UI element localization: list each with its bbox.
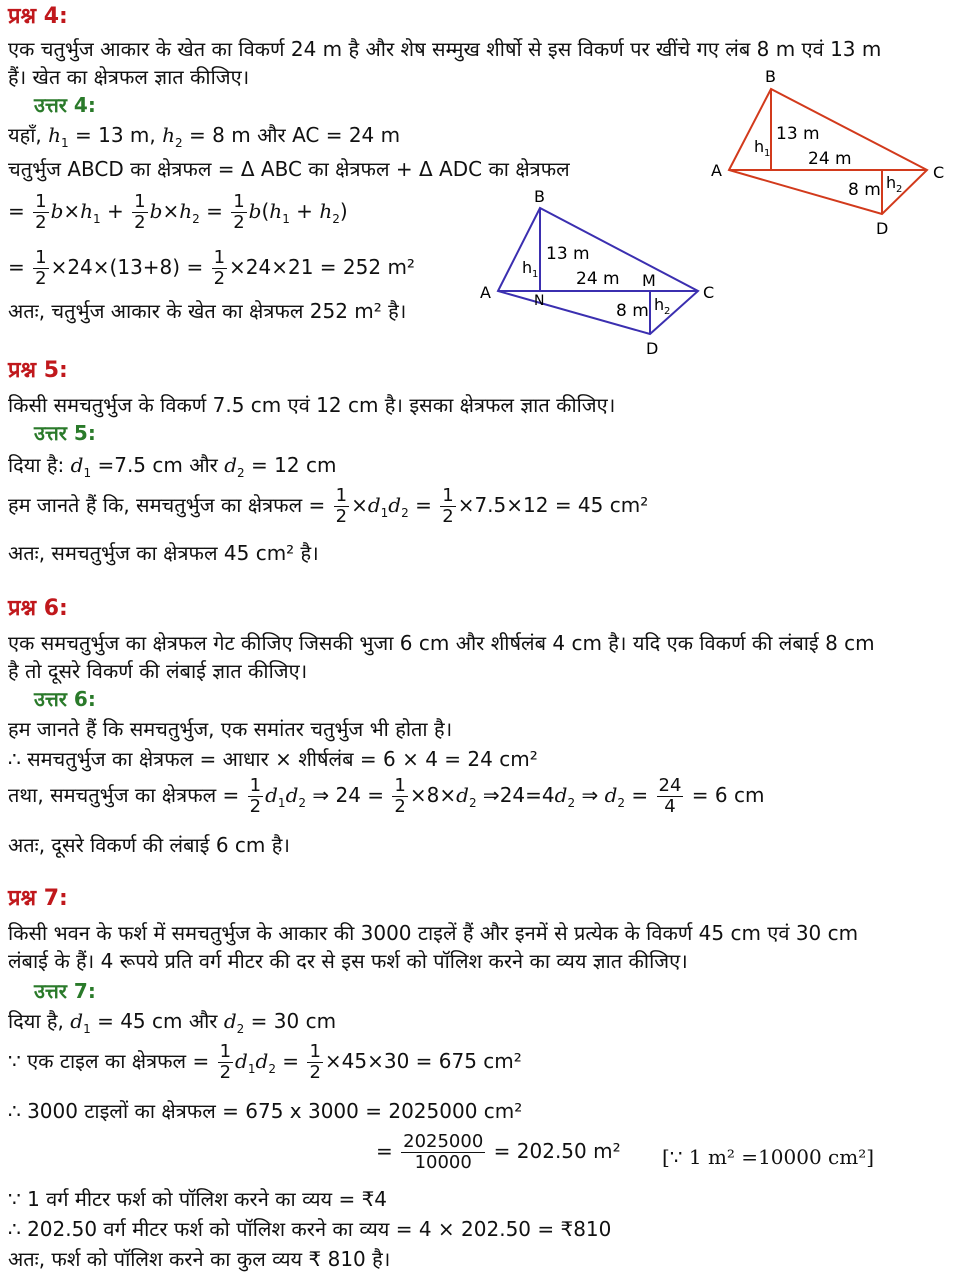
fig1-label-h1: h bbox=[754, 137, 765, 156]
fig2-label-h2-sub: 2 bbox=[664, 306, 671, 317]
q7-cost-2: ∴ 202.50 वर्ग मीटर फर्श को पॉलिश करने का व्यय = 4 × 202.50 = ₹810 bbox=[8, 1217, 612, 1241]
q7-text-1: किसी भवन के फर्श में समचतुर्भुज के आकार की 3000 टाइलें हैं और इनमें से प्रत्येक के विकर्ण 45 cm एवं 30 cm bbox=[8, 921, 859, 945]
q7-total-area: ∴ 3000 टाइलों का क्षेत्रफल = 675 x 3000 = 2025000 cm² bbox=[8, 1099, 523, 1123]
fig1-label-b: B bbox=[765, 67, 776, 86]
q6-answer-label: उत्तर 6: bbox=[34, 687, 96, 711]
fig1-label-a: A bbox=[711, 161, 722, 180]
q4-area-line: चतुर्भुज ABCD का क्षेत्रफल = Δ ABC का क्षेत्रफल + Δ ADC का क्षेत्रफल bbox=[8, 157, 570, 181]
q5-formula: हम जानते हैं कि, समचतुर्भुज का क्षेत्रफल = $\frac{1}{2}$ $\times d_1d_2$ = $\frac{1}{2}$ ×7.5×12 = 45 cm² bbox=[8, 485, 649, 527]
fig2-label-d: D bbox=[646, 339, 659, 358]
quadrilateral-figure-2 bbox=[470, 182, 730, 362]
fig1-label-d: D bbox=[876, 219, 889, 238]
q6-text-2: है तो दूसरे विकर्ण की लंबाई ज्ञात कीजिए। bbox=[8, 659, 308, 683]
fig2-label-m: M bbox=[642, 271, 656, 290]
fig2-label-c: C bbox=[703, 283, 715, 302]
fig1-label-h2: h bbox=[886, 173, 897, 192]
q7-text-2: लंबाई के हैं। 4 रूपये प्रति वर्ग मीटर की दर से इस फर्श को पॉलिश करने का व्यय ज्ञात कीजिए। bbox=[8, 949, 688, 973]
fig2-label-24m: 24 m bbox=[576, 269, 620, 289]
q4-answer-label: उत्तर 4: bbox=[34, 93, 96, 117]
fig2-label-13m: 13 m bbox=[546, 244, 590, 264]
fig2-label-h2: h bbox=[654, 295, 665, 314]
fig2-label-8m: 8 m bbox=[616, 301, 649, 321]
fig2-label-n: N bbox=[534, 293, 545, 309]
q5-conclusion: अतः, समचतुर्भुज का क्षेत्रफल 45 cm² है। bbox=[8, 541, 319, 565]
fig1-label-c: C bbox=[933, 163, 945, 182]
q5-text: किसी समचतुर्भुज के विकर्ण 7.5 cm एवं 12 cm है। इसका क्षेत्रफल ज्ञात कीजिए। bbox=[8, 393, 616, 417]
q5-answer-label: उत्तर 5: bbox=[34, 421, 96, 445]
q7-tile-area: ∵ एक टाइल का क्षेत्रफल = $\frac{1}{2}$ $d_1d_2$ = $\frac{1}{2}$ ×45×30 = 675 cm² bbox=[8, 1041, 522, 1083]
fig2-label-h1-sub: 1 bbox=[532, 269, 539, 280]
q6-conclusion: अतः, दूसरे विकर्ण की लंबाई 6 cm है। bbox=[8, 833, 290, 857]
q6-derivation: तथा, समचतुर्भुज का क्षेत्रफल = $\frac{1}{2}$ $d_1d_2$ ⇒ 24 = $\frac{1}{2}$ $\times 8\times d_2$ $\Rightarrow 24=4d_2$ ⇒ $d_2$ = $\frac{24}{4}$ = 6 cm bbox=[8, 775, 765, 817]
q4-given: यहाँ, $h_1 = 13$ m, $h_2 = 8$ m और AC = 24 m bbox=[8, 123, 401, 150]
fig2-label-b: B bbox=[534, 187, 545, 206]
q6-known: हम जानते हैं कि समचतुर्भुज, एक समांतर चतुर्भुज भी होता है। bbox=[8, 717, 453, 741]
q7-unit-note: [∵ 1 m² =10000 cm²] bbox=[662, 1145, 875, 1169]
q5-given: दिया है: $d_1 =7.5$ cm और $d_2 = 12$ cm bbox=[8, 453, 337, 480]
q4-text-1: एक चतुर्भुज आकार के खेत का विकर्ण 24 m है और शेष सम्मुख शीर्षो से इस विकर्ण पर खींचे गए लंब 8 m एवं 13 m bbox=[8, 37, 882, 61]
q7-title: प्रश्न 7: bbox=[8, 886, 68, 911]
fig1-label-13m: 13 m bbox=[776, 124, 820, 144]
fig1-label-24m: 24 m bbox=[808, 149, 852, 169]
q4-conclusion: अतः, चतुर्भुज आकार के खेत का क्षेत्रफल 252 m² है। bbox=[8, 299, 407, 323]
q4-text-2: हैं। खेत का क्षेत्रफल ज्ञात कीजिए। bbox=[8, 65, 250, 89]
q7-conversion: = $\frac{2025000}{10000}$ = 202.50 m² bbox=[376, 1131, 621, 1173]
q6-area: ∴ समचतुर्भुज का क्षेत्रफल = आधार × शीर्षलंब = 6 × 4 = 24 cm² bbox=[8, 747, 538, 771]
q5-title: प्रश्न 5: bbox=[8, 358, 68, 383]
q7-answer-label: उत्तर 7: bbox=[34, 979, 96, 1003]
fig2-label-a: A bbox=[480, 283, 491, 302]
q4-calc: = $\frac{1}{2}$ ×24×(13+8) = $\frac{1}{2}$ ×24×21 = 252 m² bbox=[8, 247, 415, 289]
fig1-label-8m: 8 m bbox=[848, 180, 881, 200]
q4-formula: = $\frac{1}{2}$ $b\times h_1$ + $\frac{1}{2}$ $b\times h_2$ = $\frac{1}{2}$ $b(h_1 + h_2)$ bbox=[8, 191, 348, 233]
fig2-label-h1: h bbox=[522, 258, 533, 277]
fig1-label-h2-sub: 2 bbox=[896, 184, 903, 195]
q6-title: प्रश्न 6: bbox=[8, 596, 68, 621]
q6-text-1: एक समचतुर्भुज का क्षेत्रफल गेट कीजिए जिसकी भुजा 6 cm और शीर्षलंब 4 cm है। यदि एक विकर्ण की लंबाई 8 cm bbox=[8, 631, 875, 655]
fig1-label-h1-sub: 1 bbox=[764, 148, 771, 159]
q7-given: दिया है, $d_1 = 45$ cm और $d_2 = 30$ cm bbox=[8, 1009, 337, 1036]
q4-title: प्रश्न 4: bbox=[8, 4, 68, 29]
quadrilateral-figure-1 bbox=[700, 62, 960, 242]
q7-cost-1: ∵ 1 वर्ग मीटर फर्श को पॉलिश करने का व्यय = ₹4 bbox=[8, 1187, 388, 1211]
q7-conclusion: अतः, फर्श को पॉलिश करने का कुल व्यय ₹ 810 है। bbox=[8, 1247, 391, 1271]
